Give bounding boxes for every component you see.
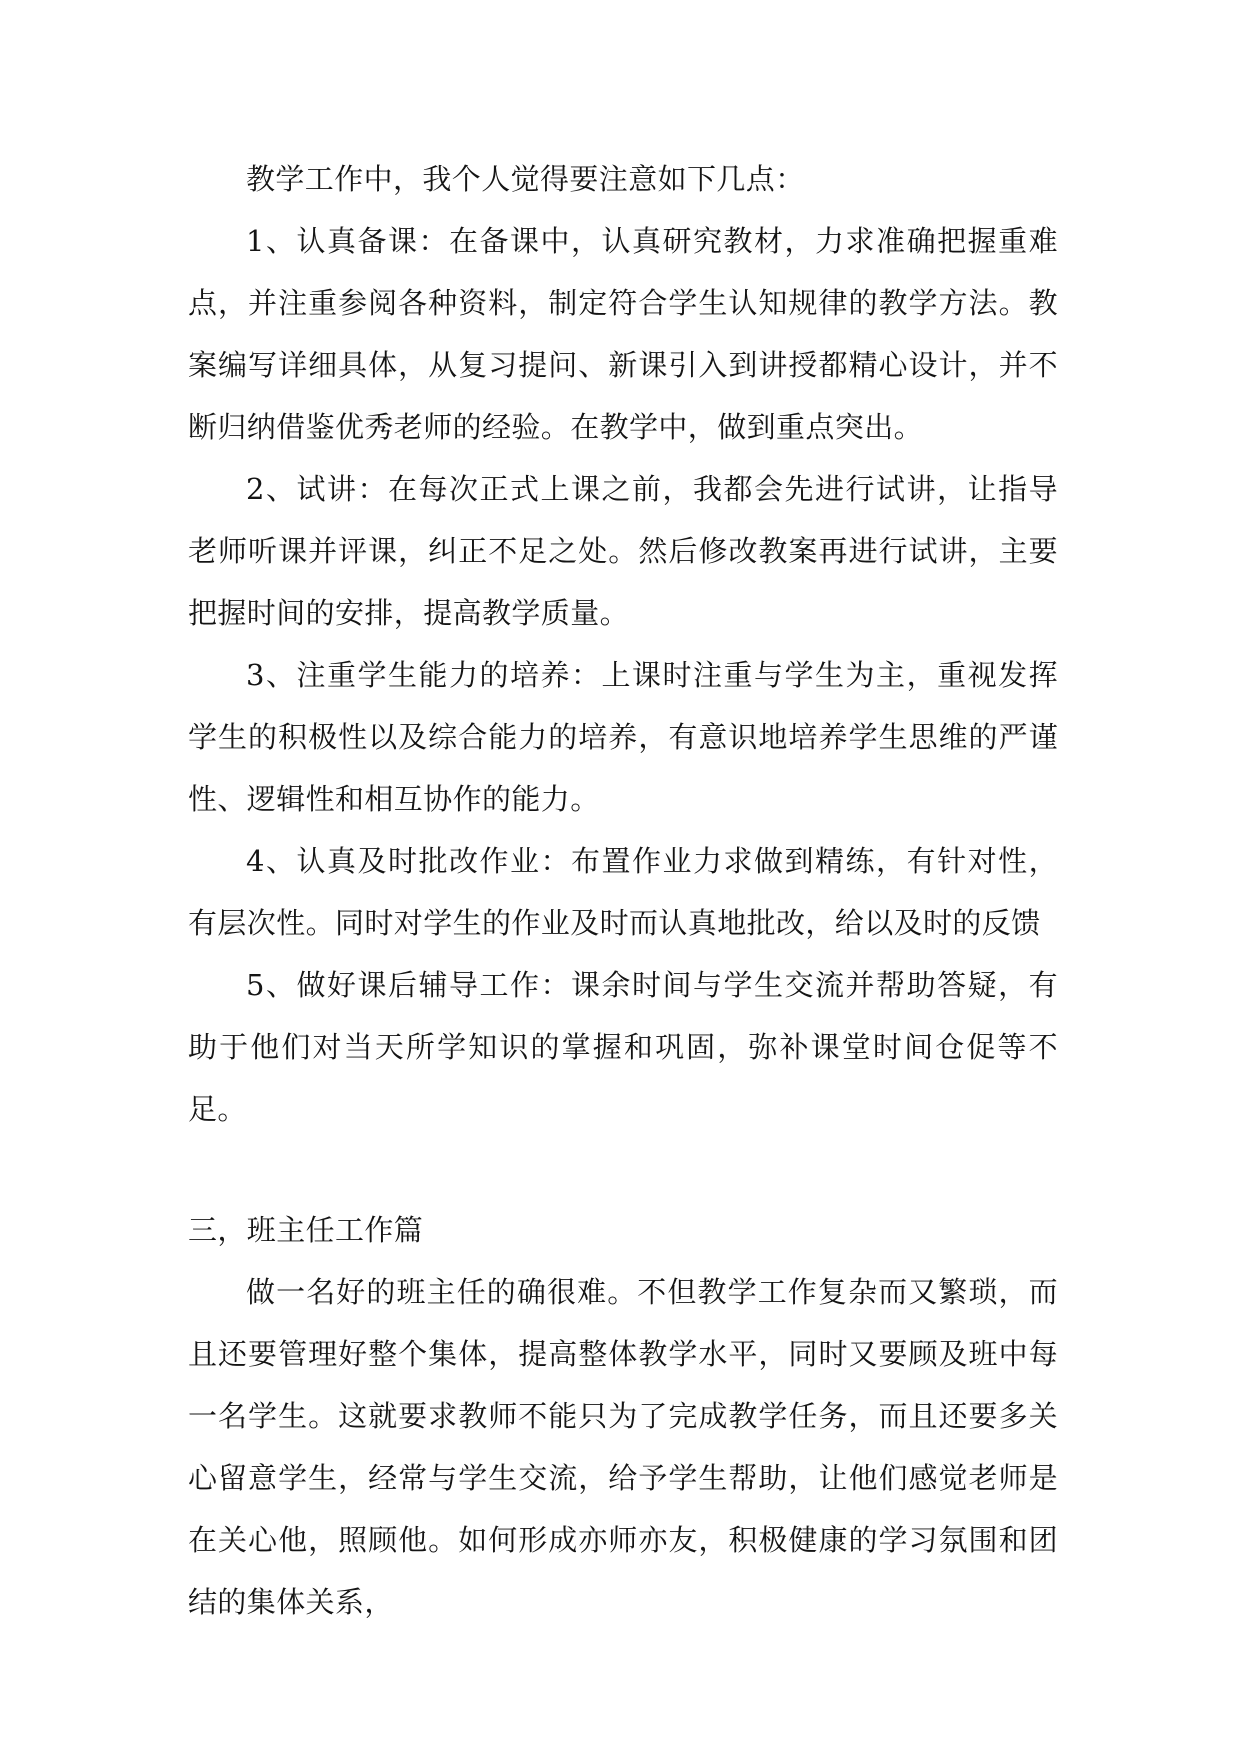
document-page (188, 148, 1058, 1633)
point-4-paragraph: 4、认真及时批改作业：布置作业力求做到精练，有针对性，有层次性。同时对学生的作业及时而认真地批改，给以及时的反馈 (188, 844, 1058, 940)
point-5-paragraph: 5、做好课后辅导工作：课余时间与学生交流并帮助答疑，有助于他们对当天所学知识的掌握和巩固，弥补课堂时间仓促等不足。 (188, 968, 1058, 1126)
point-2-paragraph: 2、试讲：在每次正式上课之前，我都会先进行试讲，让指导老师听课并评课，纠正不足之处。然后修改教案再进行试讲，主要把握时间的安排，提高教学质量。 (188, 472, 1058, 630)
intro-paragraph: 教学工作中，我个人觉得要注意如下几点： (246, 162, 805, 196)
section-spacer (188, 1140, 1058, 1199)
section-heading: 三，班主任工作篇 (188, 1213, 424, 1247)
point-3-paragraph: 3、注重学生能力的培养：上课时注重与学生为主，重视发挥学生的积极性以及综合能力的培养，有意识地培养学生思维的严谨性、逻辑性和相互协作的能力。 (188, 658, 1058, 816)
section-body-paragraph: 做一名好的班主任的确很难。不但教学工作复杂而又繁琐，而且还要管理好整个集体，提高整体教学水平，同时又要顾及班中每一名学生。这就要求教师不能只为了完成教学任务，而且还要多关心留意学生，经常与学生交流，给予学生帮助，让他们感觉老师是在关心他，照顾他。如何形成亦师亦友，积极健康的学习氛围和团结的集体关系， (188, 1275, 1058, 1619)
point-1-paragraph: 1、认真备课：在备课中，认真研究教材，力求准确把握重难点，并注重参阅各种资料，制定符合学生认知规律的教学方法。教案编写详细具体，从复习提问、新课引入到讲授都精心设计，并不断归纳借鉴优秀老师的经验。在教学中，做到重点突出。 (188, 224, 1058, 444)
